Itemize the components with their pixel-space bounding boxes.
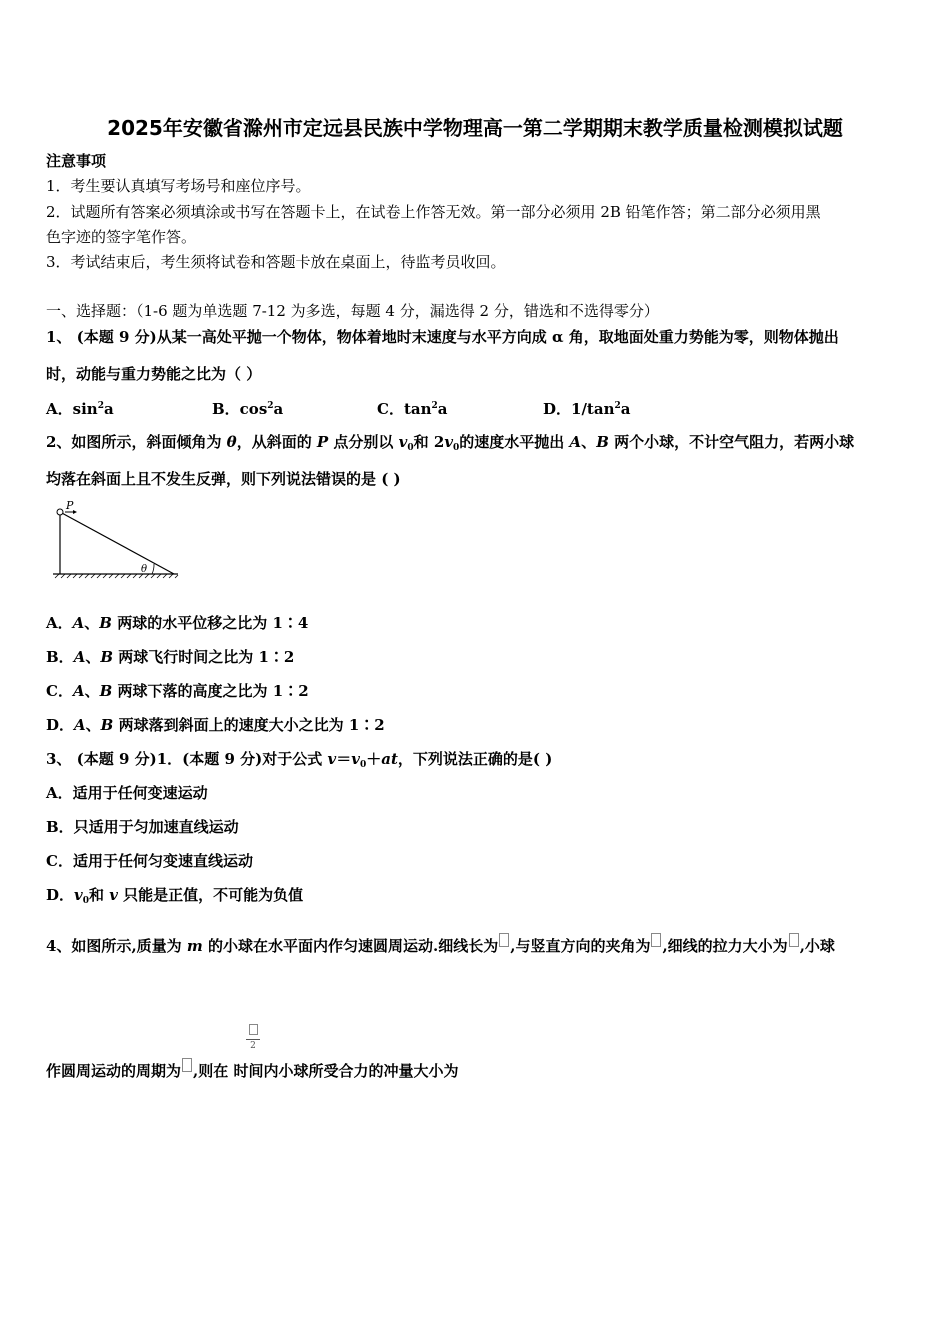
q1-stem-line1: 1、 (本题 9 分)从某一高处平抛一个物体，物体着地时末速度与水平方向成 α 角，取地面处重力势能为零，则物体抛出 bbox=[46, 328, 839, 346]
q2-option-d: D．A、B 两球落到斜面上的速度大小之比为 1∶2 bbox=[46, 716, 385, 734]
notice-item-2-line2: 色字迹的签字笔作答。 bbox=[46, 228, 197, 246]
incline-figure bbox=[50, 498, 180, 580]
q4-stem-line2: 作圆周运动的周期为 ,则在 时间内小球所受合力的冲量大小为 bbox=[46, 1058, 458, 1080]
fraction-t-over-2 bbox=[246, 1024, 260, 1051]
incline-slope bbox=[60, 512, 174, 574]
label-p: P bbox=[66, 499, 74, 512]
q3-option-d: D．$v_0$和 v 只能是正值，不可能为负值 bbox=[46, 886, 304, 906]
q2-option-a: A．A、B 两球的水平位移之比为 1∶4 bbox=[46, 614, 309, 632]
fraction-bar bbox=[246, 1039, 260, 1040]
label-theta: θ bbox=[141, 564, 148, 575]
exam-title: 2025年安徽省滁州市定远县民族中学物理高一第二学期期末教学质量检测模拟试题 bbox=[107, 116, 843, 140]
missing-symbol-placeholder bbox=[249, 1024, 258, 1035]
q3-stem: 3、 (本题 9 分)1．(本题 9 分)对于公式 $v=v_0+at$，下列说法正确的是( ) bbox=[46, 750, 553, 770]
notice-item-3: 3．考试结束后，考生须将试卷和答题卡放在桌面上，待监考员收回。 bbox=[46, 253, 506, 271]
notice-item-1: 1．考生要认真填写考场号和座位序号。 bbox=[46, 177, 311, 195]
fraction-denominator: 2 bbox=[250, 1041, 256, 1051]
velocity-arrowhead bbox=[73, 510, 77, 514]
missing-symbol-placeholder bbox=[789, 933, 799, 947]
q2-option-c: C．A、B 两球下落的高度之比为 1∶2 bbox=[46, 682, 309, 700]
q3-option-a: A．适用于任何变速运动 bbox=[46, 784, 208, 802]
missing-symbol-placeholder bbox=[499, 933, 509, 947]
notice-item-2-line1: 2．试题所有答案必须填涂或书写在答题卡上，在试卷上作答无效。第一部分必须用 2B 铅笔作答；第二部分必须用黑 bbox=[46, 203, 821, 221]
notice-heading: 注意事项 bbox=[46, 152, 107, 170]
section-1-heading: 一、选择题：（1-6 题为单选题 7-12 为多选，每题 4 分，漏选得 2 分，错选和不选得零分） bbox=[46, 302, 659, 320]
q1-stem-line2: 时，动能与重力势能之比为（ ） bbox=[46, 365, 262, 383]
q2-stem-line1: 2、如图所示，斜面倾角为 θ，从斜面的 P 点分别以 $v_0$和 $2v_0$的速度水平抛出 A、B 两个小球，不计空气阻力，若两小球 bbox=[46, 433, 855, 453]
q1-option-c: C．$\tan^2a$ bbox=[377, 400, 448, 418]
q2-option-b: B．A、B 两球飞行时间之比为 1∶2 bbox=[46, 648, 295, 666]
q1-option-d: D．$1/\tan^2a$ bbox=[543, 400, 631, 418]
q3-option-c: C．适用于任何匀变速直线运动 bbox=[46, 852, 253, 870]
point-p-marker bbox=[57, 509, 63, 515]
missing-symbol-placeholder bbox=[651, 933, 661, 947]
missing-symbol-placeholder bbox=[182, 1058, 192, 1072]
angle-arc bbox=[152, 564, 154, 574]
q4-stem-line1: 4、如图所示,质量为 m 的小球在水平面内作匀速圆周运动.细线长为 ,与竖直方向的夹角为 ,细线的拉力大小为 ,小球 bbox=[46, 933, 835, 955]
q1-option-a: A．$\sin^2a$ bbox=[46, 400, 114, 418]
q2-stem-line2: 均落在斜面上且不发生反弹，则下列说法错误的是 ( ) bbox=[46, 470, 401, 488]
q1-option-b: B．$\cos^2a$ bbox=[212, 400, 284, 418]
q3-option-b: B．只适用于匀加速直线运动 bbox=[46, 818, 239, 836]
